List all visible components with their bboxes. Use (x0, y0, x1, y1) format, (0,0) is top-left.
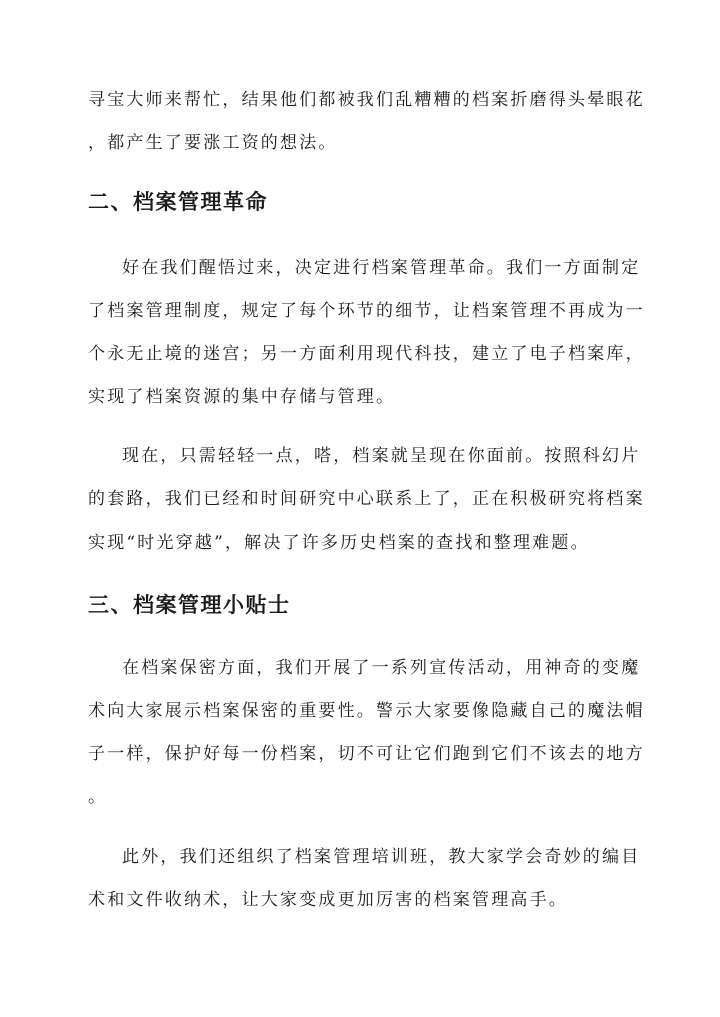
section-3-para-2-line-1: 此外，我们还组织了档案管理培训班，教大家学会奇妙的编目 (122, 847, 641, 867)
section-3-heading: 三、档案管理小贴士 (88, 592, 291, 617)
section-3-para-1-line-3: 子一样，保护好每一份档案，切不可让它们跑到它们不该去的地方 (88, 744, 645, 764)
section-2-para-2-line-2: 的套路，我们已经和时间研究中心联系上了，正在积极研究将档案 (88, 489, 645, 509)
section-3-para-2-line-2: 术和文件收纳术，让大家变成更加厉害的档案管理高手。 (88, 890, 568, 910)
intro-line-2: ，都产生了要涨工资的想法。 (88, 133, 338, 153)
section-2-para-1-line-4: 实现了档案资源的集中存储与管理。 (88, 387, 396, 407)
section-3-para-1-line-4: 。 (88, 787, 108, 807)
intro-line-1: 寻宝大师来帮忙，结果他们都被我们乱糟糟的档案折磨得头晕眼花 (88, 90, 645, 110)
section-2-para-1-line-3: 个永无止境的迷宫；另一方面利用现代科技，建立了电子档案库， (88, 344, 645, 364)
section-2-para-1-line-1: 好在我们醒悟过来，决定进行档案管理革命。我们一方面制定 (122, 258, 641, 278)
section-3-para-1-line-2: 术向大家展示档案保密的重要性。警示大家要像隐藏自己的魔法帽 (88, 701, 645, 721)
section-2-para-1-line-2: 了档案管理制度，规定了每个环节的细节，让档案管理不再成为一 (88, 301, 645, 321)
section-2-para-2-line-3: 实现“时光穿越”，解决了许多历史档案的查找和整理难题。 (88, 533, 590, 553)
section-3-para-1-line-1: 在档案保密方面，我们开展了一系列宣传活动，用神奇的变魔 (122, 658, 641, 678)
section-2-para-2-line-1: 现在，只需轻轻一点，嗒，档案就呈现在你面前。按照科幻片 (122, 446, 641, 466)
section-2-heading: 二、档案管理革命 (88, 189, 268, 214)
